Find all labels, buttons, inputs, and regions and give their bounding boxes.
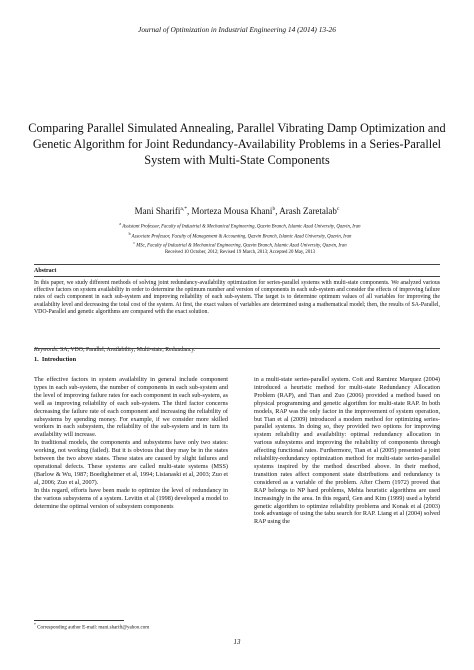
affiliation: $^b$ Associate Professor, Faculty of Management & Accounting, Qazvin Branch, Islamic Azad University, Qazvin, Iran xyxy=(128,231,352,240)
section-heading: 1. Introduction xyxy=(34,356,77,363)
author: Arash Zaretalab$^c$ xyxy=(279,206,340,216)
affiliation: $^c$ MSc, Faculty of Industrial & Mechanical Engineering, Qazvin Branch, Islamic Azad University, Qazvin, Iran xyxy=(133,241,347,249)
paragraph: In this regard, efforts have been made to optimize the level of redundancy in the various subsystems of a system. Levitin et al (1998) developed a model to determine the optimal version of subsystem components xyxy=(34,486,228,510)
keywords: Keywords: SA; VDO; Parallel; Availability; Multi-state; Redundancy. xyxy=(34,347,196,353)
paragraph: In traditional models, the components and subsystems have only two states: working, not working (failed). But it is obvious that they may be in the states between the two above states. These states are caused by slight failures and operational defects. These systems are called multi-state systems (MSS) (Barlow & Wu, 1987; Boedigheimer et al, 1994; Lisianaski et al, 2003; Zuo et al, 2006; Zuo et al, 2007). xyxy=(34,439,228,486)
paragraph: The effective factors in system availability in general include component types in each sub-system, the number of components in each sub-system and the level of improving failure rates for each component in each sub-system, as well as improving reliability of each sub-system. The third factor concerns decreasing the failure rate of each component and increasing the reliability of subsystems by spending money. For example, if we consider more skilled workers in each subsystem, the reliability of the sub-system and in turn its availability will increase. xyxy=(34,376,228,439)
divider xyxy=(34,348,440,349)
abstract-text: In this paper, we study different methods of solving joint redundancy-availability optimization for series-parallel systems with multi-state components. We analyzed various effective factors on system availability in order to determine the optimum number and version of components in each sub-system and consider the effects of improving failure rates of each component in each sub-system and improving reliability of each sub-system. The target is to determine optimum values of all variables for improving the availability level and decreasing the total cost of the system. At first, the exact values of variables are determined using a mathematical model; then, the results of SA-Parallel, VDO-Parallel and genetic algorithms are compared with the exact solution. xyxy=(34,280,440,315)
affiliation: $^a$ Assistant Professor, Faculty of Industrial & Mechanical Engineering, Qazvin Branch, Islamic Azad University, Qazvin, Iran xyxy=(119,222,361,230)
abstract-heading: Abstract xyxy=(34,268,57,274)
received-dates: Received 10 October, 2012; Revised 19 March, 2013; Accepted 20 May, 2013 xyxy=(164,250,316,256)
divider xyxy=(34,264,440,265)
page-number: 13 xyxy=(233,638,241,646)
paper-title: Comparing Parallel Simulated Annealing, Parallel Vibrating Damp Optimization and Genetic Algorithm for Joint Redundancy-Availability Problems in a Series-Parallel System with Multi-State Components xyxy=(28,121,446,168)
author-line xyxy=(0,206,474,216)
left-column xyxy=(34,376,228,510)
author: Morteza Mousa Khani$^b$, xyxy=(191,206,280,216)
footnote-rule xyxy=(34,620,124,621)
affiliations xyxy=(60,221,420,256)
divider xyxy=(34,276,440,277)
paragraph: in a multi-state series-parallel system. Coit and Ramirez Marquez (2004) introduced a heuristic method for multi-state Redundancy Allocation Problem (RAP), and Tian and Zuo (2006) provided a method based on physical programming and genetic algorithm for multi-state RAP. In both models, RAP was the only factor in the improvement of system operation, but Tian et al (2009) introduced a modern method for optimizing series-parallel systems. In doing so, they provided two options for improving system reliability and availability: optimal redundancy allocation in various subsystems and improving the reliability of components through affecting functional rates. Furthermore, Tian et al (2005) presented a joint reliability-redundancy optimization method for multi-state series-parallel systems inspired by the method described above. In their method, transition rates affect component state distributions and redundancy is considered as a variable of the problem. After Chern (1972) proved that RAP belongs to NP hard problems, Mehta heuristic algorithms are used increasingly in the area. In this regard, Gen and Kim (1999) used a hybrid genetic algorithm to optimize reliability problems and Konak et al (2003) took advantage of using the tabu search for RAP. Liang et al (2004) solved RAP using the xyxy=(254,376,440,526)
right-column xyxy=(254,376,440,526)
journal-header: Journal of Optimization in Industrial Engineering 14 (2014) 13-26 xyxy=(138,25,336,34)
footnote: * Corresponding author E-mail: mani.sharifi@yahoo.com xyxy=(34,623,150,631)
author: Mani Sharifi$^{a,*}$, xyxy=(134,206,192,216)
